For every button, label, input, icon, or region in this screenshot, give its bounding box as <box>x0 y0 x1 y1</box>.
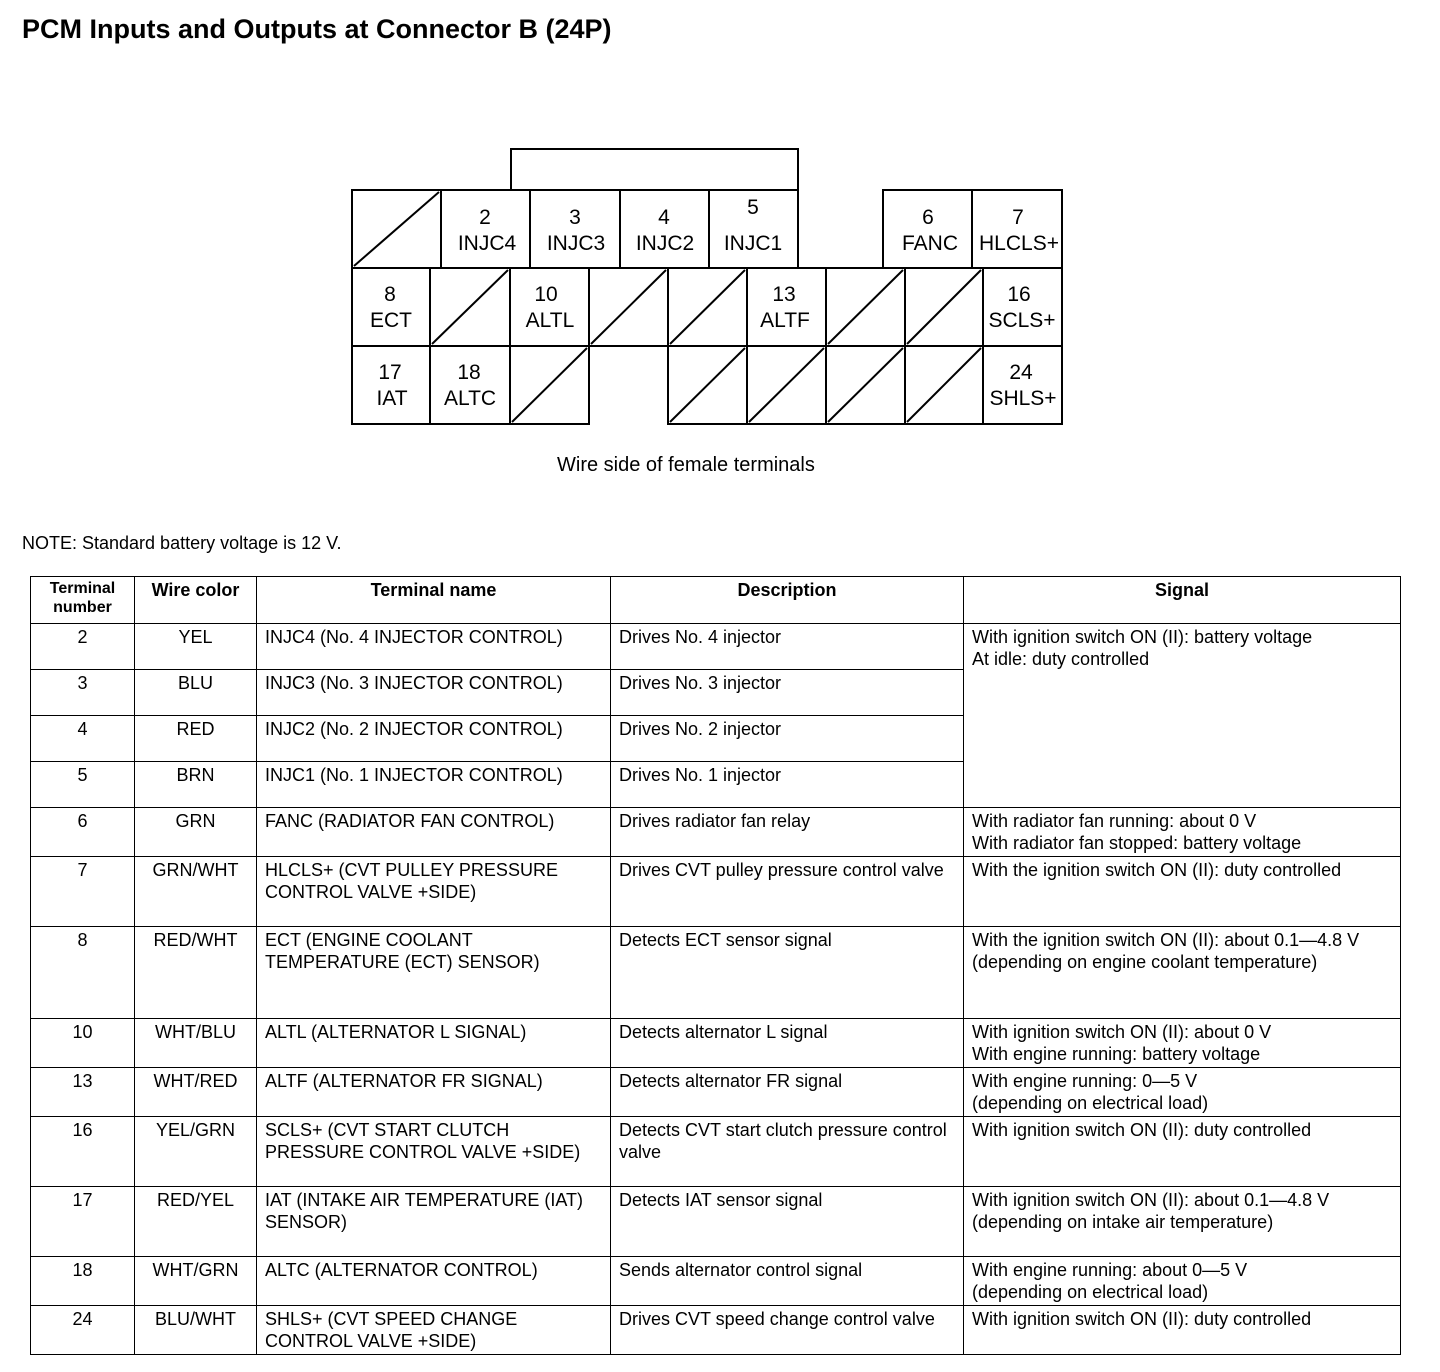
cell-terminal-number: 17 <box>31 1187 135 1257</box>
cell-description: Drives CVT speed change control valve <box>611 1306 964 1355</box>
cell-wire-color: BLU <box>135 670 257 716</box>
svg-text:6: 6 <box>922 206 934 229</box>
cell-terminal-name: FANC (RADIATOR FAN CONTROL) <box>257 808 611 857</box>
pin-8 <box>370 283 412 332</box>
connector-caption: Wire side of female terminals <box>557 454 815 476</box>
cell-wire-color: BLU/WHT <box>135 1306 257 1355</box>
svg-text:FANC: FANC <box>901 232 959 255</box>
cell-description: Detects CVT start clutch pressure control valve <box>611 1117 964 1187</box>
cell-terminal-number: 18 <box>31 1257 135 1306</box>
cell-terminal-number: 8 <box>31 927 135 1019</box>
cell-wire-color: BRN <box>135 762 257 808</box>
cell-terminal-name: IAT (INTAKE AIR TEMPERATURE (IAT) SENSOR) <box>257 1187 611 1257</box>
svg-text:INJC2: INJC2 <box>635 232 695 255</box>
svg-text:7: 7 <box>1012 206 1024 229</box>
svg-text:24: 24 <box>1009 361 1033 384</box>
table-row <box>31 1257 1401 1306</box>
cell-terminal-name: INJC1 (No. 1 INJECTOR CONTROL) <box>257 762 611 808</box>
svg-text:16: 16 <box>1007 283 1031 306</box>
pin-18 <box>444 361 496 410</box>
cell-description: Drives radiator fan relay <box>611 808 964 857</box>
cell-terminal-name: ALTF (ALTERNATOR FR SIGNAL) <box>257 1068 611 1117</box>
cell-wire-color: YEL/GRN <box>135 1117 257 1187</box>
cell-terminal-name: INJC3 (No. 3 INJECTOR CONTROL) <box>257 670 611 716</box>
cell-wire-color: WHT/RED <box>135 1068 257 1117</box>
cell-description: Detects ECT sensor signal <box>611 927 964 1019</box>
svg-text:4: 4 <box>658 206 670 229</box>
svg-text:5: 5 <box>747 196 759 219</box>
cell-description: Sends alternator control signal <box>611 1257 964 1306</box>
table-row <box>31 1187 1401 1257</box>
cell-terminal-name: HLCLS+ (CVT PULLEY PRESSURE CONTROL VALVE +SIDE) <box>257 857 611 927</box>
pin-6 <box>902 206 958 255</box>
terminal-table <box>30 576 1401 1355</box>
svg-text:ALTC: ALTC <box>443 387 497 410</box>
cell-description: Detects alternator L signal <box>611 1019 964 1068</box>
cell-wire-color: GRN <box>135 808 257 857</box>
cell-terminal-number: 7 <box>31 857 135 927</box>
svg-text:3: 3 <box>569 206 581 229</box>
cell-wire-color: RED/YEL <box>135 1187 257 1257</box>
cell-wire-color: GRN/WHT <box>135 857 257 927</box>
cell-signal: With engine running: about 0—5 V (depending on electrical load) <box>964 1257 1401 1306</box>
pin-4 <box>636 206 694 255</box>
cell-terminal-name: SCLS+ (CVT START CLUTCH PRESSURE CONTROL VALVE +SIDE) <box>257 1117 611 1187</box>
svg-text:IAT: IAT <box>376 387 408 410</box>
battery-note: NOTE: Standard battery voltage is 12 V. <box>22 533 342 553</box>
cell-terminal-number: 2 <box>31 624 135 670</box>
svg-text:ALTF: ALTF <box>760 309 810 332</box>
cell-wire-color: RED/WHT <box>135 927 257 1019</box>
pin-3 <box>547 206 605 255</box>
cell-terminal-name: INJC4 (No. 4 INJECTOR CONTROL) <box>257 624 611 670</box>
pin-17 <box>376 361 407 410</box>
table-row <box>31 808 1401 857</box>
table-row <box>31 927 1401 1019</box>
svg-text:SCLS+: SCLS+ <box>988 309 1056 332</box>
cell-terminal-number: 4 <box>31 716 135 762</box>
cell-wire-color: YEL <box>135 624 257 670</box>
cell-terminal-name: INJC2 (No. 2 INJECTOR CONTROL) <box>257 716 611 762</box>
cell-terminal-name: ALTL (ALTERNATOR L SIGNAL) <box>257 1019 611 1068</box>
cell-terminal-number: 6 <box>31 808 135 857</box>
header-terminal-name: Terminal name <box>257 577 611 624</box>
cell-terminal-number: 3 <box>31 670 135 716</box>
table-row <box>31 1068 1401 1117</box>
cell-signal: With engine running: 0—5 V (depending on electrical load) <box>964 1068 1401 1117</box>
header-terminal-number: Terminal number <box>31 577 135 624</box>
table-row <box>31 857 1401 927</box>
table-row <box>31 1117 1401 1187</box>
cell-signal: With ignition switch ON (II): battery voltage At idle: duty controlled <box>964 624 1401 808</box>
table-header-row <box>31 577 1401 624</box>
cell-signal: With ignition switch ON (II): duty controlled <box>964 1306 1401 1355</box>
cell-terminal-name: SHLS+ (CVT SPEED CHANGE CONTROL VALVE +SIDE) <box>257 1306 611 1355</box>
cell-wire-color: RED <box>135 716 257 762</box>
cell-terminal-number: 24 <box>31 1306 135 1355</box>
header-signal: Signal <box>964 577 1401 624</box>
header-description: Description <box>611 577 964 624</box>
svg-text:INJC3: INJC3 <box>546 232 606 255</box>
svg-text:8: 8 <box>384 283 396 306</box>
cell-signal: With the ignition switch ON (II): duty controlled <box>964 857 1401 927</box>
cell-description: Drives No. 3 injector <box>611 670 964 716</box>
cell-description: Drives No. 4 injector <box>611 624 964 670</box>
pin-5 <box>724 196 782 255</box>
svg-text:HLCLS+: HLCLS+ <box>979 232 1059 255</box>
cell-description: Drives CVT pulley pressure control valve <box>611 857 964 927</box>
cell-wire-color: WHT/BLU <box>135 1019 257 1068</box>
cell-terminal-number: 5 <box>31 762 135 808</box>
cell-description: Drives No. 1 injector <box>611 762 964 808</box>
svg-text:10: 10 <box>534 283 558 306</box>
connector-lock-tab <box>511 149 798 190</box>
table-row <box>31 624 1401 670</box>
svg-text:ALTL: ALTL <box>525 309 575 332</box>
cell-signal: With ignition switch ON (II): about 0 V With engine running: battery voltage <box>964 1019 1401 1068</box>
svg-text:17: 17 <box>378 361 402 384</box>
pin-7 <box>979 206 1059 255</box>
pin-13 <box>760 283 810 332</box>
cell-terminal-number: 13 <box>31 1068 135 1117</box>
svg-text:2: 2 <box>479 206 491 229</box>
connector-diagram <box>0 0 1440 500</box>
svg-text:18: 18 <box>457 361 481 384</box>
svg-text:13: 13 <box>772 283 796 306</box>
svg-text:INJC1: INJC1 <box>723 232 783 255</box>
cell-description: Detects IAT sensor signal <box>611 1187 964 1257</box>
cell-terminal-name: ECT (ENGINE COOLANT TEMPERATURE (ECT) SENSOR) <box>257 927 611 1019</box>
cell-signal: With radiator fan running: about 0 V With radiator fan stopped: battery voltage <box>964 808 1401 857</box>
svg-text:ECT: ECT <box>370 309 412 332</box>
cell-wire-color: WHT/GRN <box>135 1257 257 1306</box>
cell-description: Detects alternator FR signal <box>611 1068 964 1117</box>
page-title: PCM Inputs and Outputs at Connector B (24P) <box>22 14 612 44</box>
cell-signal: With ignition switch ON (II): about 0.1—4.8 V (depending on intake air temperature) <box>964 1187 1401 1257</box>
pin-2 <box>458 206 517 255</box>
pin-24 <box>989 361 1056 410</box>
table-row <box>31 1306 1401 1355</box>
svg-text:INJC4: INJC4 <box>457 232 517 255</box>
cell-description: Drives No. 2 injector <box>611 716 964 762</box>
pin-16 <box>988 283 1055 332</box>
svg-text:SHLS+: SHLS+ <box>989 387 1057 410</box>
cell-signal: With the ignition switch ON (II): about 0.1—4.8 V (depending on engine coolant temperature) <box>964 927 1401 1019</box>
cell-terminal-number: 16 <box>31 1117 135 1187</box>
cell-terminal-number: 10 <box>31 1019 135 1068</box>
header-wire-color: Wire color <box>135 577 257 624</box>
table-row <box>31 1019 1401 1068</box>
pin-10 <box>526 283 575 332</box>
cell-terminal-name: ALTC (ALTERNATOR CONTROL) <box>257 1257 611 1306</box>
cell-signal: With ignition switch ON (II): duty controlled <box>964 1117 1401 1187</box>
